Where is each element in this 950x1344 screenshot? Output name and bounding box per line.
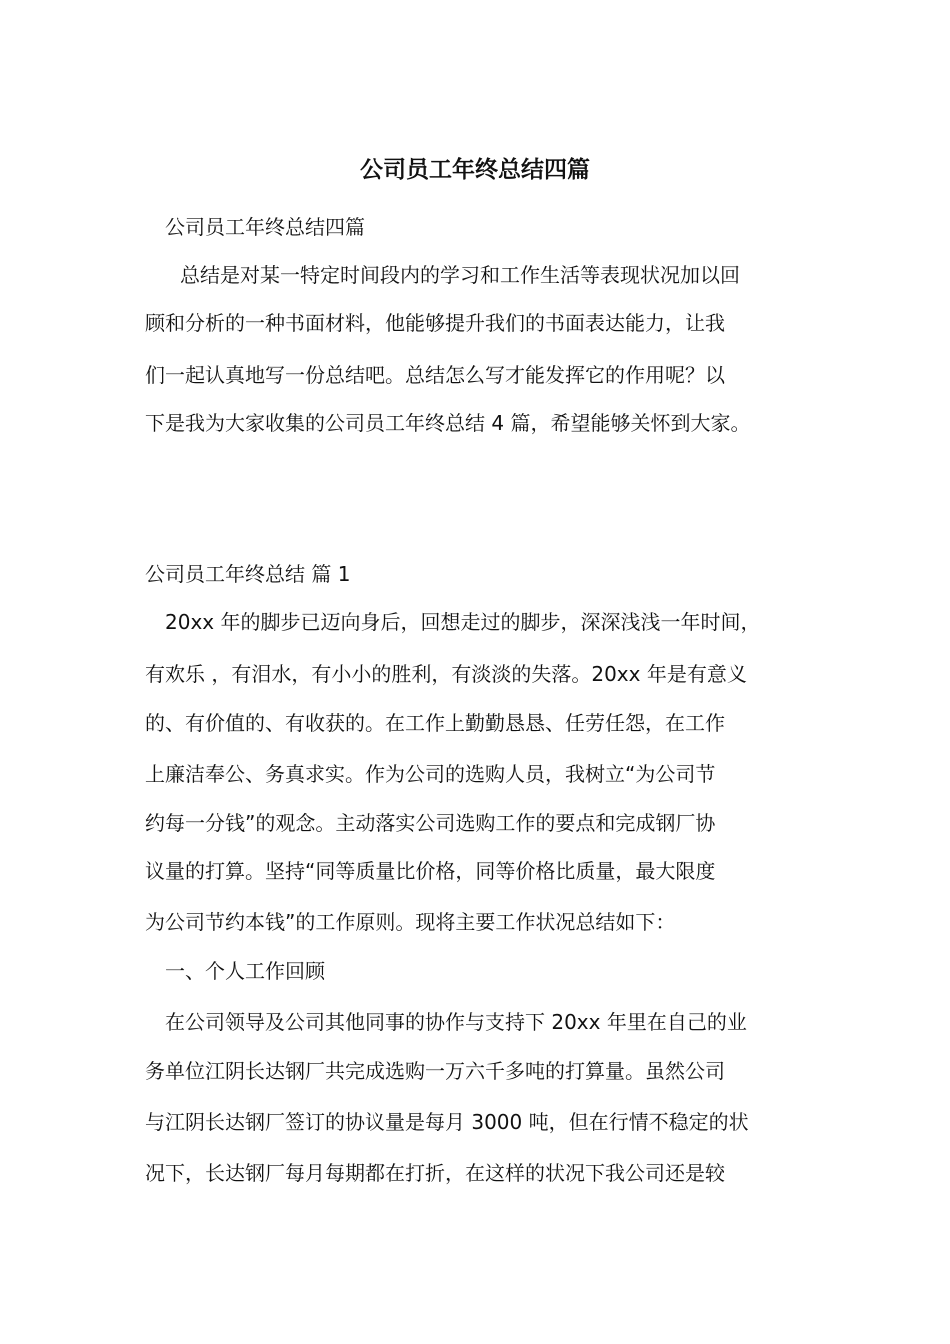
section-line-4: 上廉洁奉公、务真求实。作为公司的选购人员，我树立“为公司节 [145,762,716,786]
section-line-5: 约每一分钱”的观念。主动落实公司选购工作的要点和完成钢厂协 [145,811,716,835]
intro-line-4: 下是我为大家收集的公司员工年终总结 4 篇，希望能够关怀到大家。 [145,411,751,435]
document-title: 公司员工年终总结四篇 [360,157,590,183]
intro-line-2: 顾和分析的一种书面材料，他能够提升我们的书面表达能力，让我 [145,311,725,335]
review-line-4: 况下，长达钢厂每月每期都在打折，在这样的状况下我公司还是较 [145,1161,725,1185]
review-line-2: 务单位江阴长达钢厂共完成选购一万六千多吨的打算量。虽然公司 [145,1059,725,1083]
section-line-7: 为公司节约本钱”的工作原则。现将主要工作状况总结如下： [145,910,676,934]
review-line-1: 在公司领导及公司其他同事的协作与支持下 20xx 年里在自己的业 [165,1010,747,1034]
section-line-3: 的、有价值的、有收获的。在工作上勤勤恳恳、任劳任怨，在工作 [145,711,725,735]
section-line-1: 20xx 年的脚步已迈向身后，回想走过的脚步，深深浅浅一年时间， [165,610,761,634]
section-heading: 公司员工年终总结 篇 1 [145,562,351,586]
intro-line-3: 们一起认真地写一份总结吧。总结怎么写才能发挥它的作用呢？以 [145,363,725,387]
subheading: 一、个人工作回顾 [165,959,325,983]
section-line-6: 议量的打算。坚持“同等质量比价格，同等价格比质量，最大限度 [145,859,716,883]
subtitle: 公司员工年终总结四篇 [165,215,365,239]
review-line-3: 与江阴长达钢厂签订的协议量是每月 3000 吨，但在行情不稳定的状 [145,1110,749,1134]
intro-line-1: 总结是对某一特定时间段内的学习和工作生活等表现状况加以回 [180,263,740,287]
section-line-2: 有欢乐 ，有泪水，有小小的胜利，有淡淡的失落。20xx 年是有意义 [145,662,747,686]
